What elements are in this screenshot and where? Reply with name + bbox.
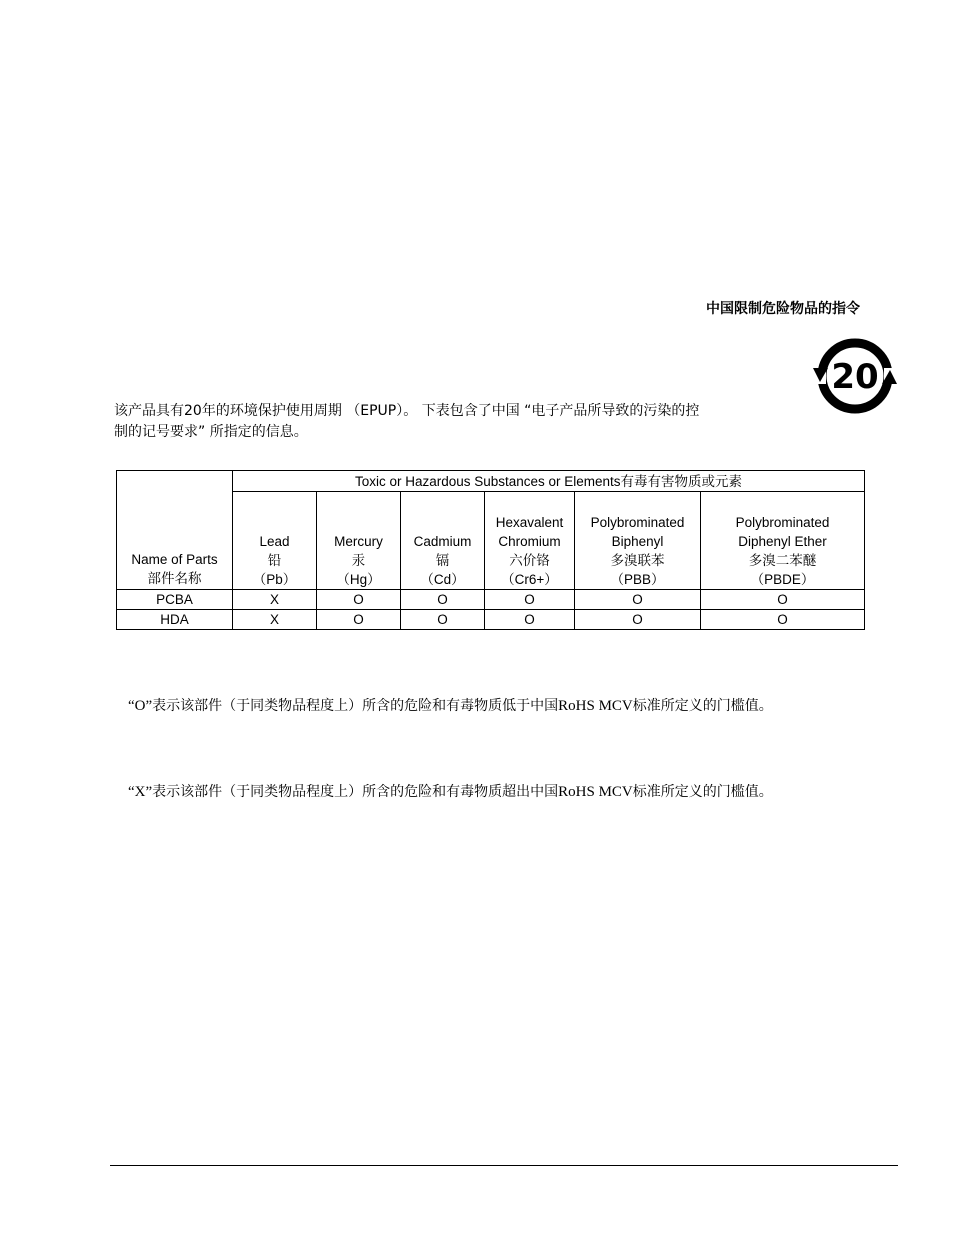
col-header-chromium [485,492,575,590]
note-standard: RoHS MCV [558,784,633,800]
page-heading: 中国限制危险物品的指令 [706,301,860,317]
col-header-line: （PBB） [610,572,665,587]
parts-header [117,471,233,590]
col-header-mercury [317,492,401,590]
col-header-line: 多溴二苯醚 [748,553,817,568]
table-cell: O [485,590,575,610]
col-header-line: Polybrominated [735,515,830,530]
table-cell: O [485,610,575,630]
note-mark: “O” [128,698,153,714]
col-header-line: 六价铬 [509,553,550,568]
col-header-line: Diphenyl Ether [738,534,827,549]
note-text-end: 标准所定义的门槛值。 [632,784,773,800]
table-cell: O [401,610,485,630]
note-mark: “X” [128,784,153,800]
col-header-line: （Cd） [420,572,465,587]
table-cell: O [575,590,701,610]
footer-rule [110,1165,898,1166]
intro-paragraph [114,401,794,443]
parts-header-zh: 部件名称 [147,571,202,586]
epup-20-recycle-icon [812,338,898,414]
table-cell: O [701,590,865,610]
group-header: Toxic or Hazardous Substances or Elements有毒有害物质或元素 [233,471,865,492]
table-cell: O [701,610,865,630]
col-header-line: （PBDE） [750,572,815,587]
parts-header-en: Name of Parts [131,552,218,567]
intro-line-1: 该产品具有20年的环境保护使用周期 （EPUP）。 下表包含了中国 “电子产品所导致的污染的控 [114,403,700,419]
note-standard: RoHS MCV [558,698,633,714]
note-o [128,695,773,715]
col-header-line: （Cr6+） [501,572,558,587]
col-header-lead [233,492,317,590]
table-row [117,590,865,610]
col-header-line: 汞 [351,553,366,568]
col-header-line: Hexavalent [495,515,564,530]
table-cell: O [317,610,401,630]
col-header-line: （Pb） [252,572,297,587]
col-header-pbde [701,492,865,590]
col-header-line: 铅 [267,553,282,568]
note-x [128,781,773,801]
col-header-line: （Hg） [336,572,381,587]
note-text: 表示该部件（于同类物品程度上）所含的危险和有毒物质超出中国 [152,784,559,800]
col-header-line: Biphenyl [611,534,664,549]
table-cell: X [233,590,317,610]
col-header-line: Mercury [334,534,383,549]
col-header-line: Polybrominated [590,515,685,530]
col-header-line: Lead [259,534,290,549]
part-name: PCBA [117,590,233,610]
table-cell: X [233,610,317,630]
intro-line-2: 制的记号要求” 所指定的信息。 [114,424,308,440]
col-header-line: 多溴联苯 [610,553,665,568]
table-cell: O [575,610,701,630]
col-header-line: 镉 [435,553,450,568]
col-header-line: Cadmium [413,534,472,549]
note-text: 表示该部件（于同类物品程度上）所含的危险和有毒物质低于中国 [152,698,559,714]
col-header-pbb [575,492,701,590]
part-name: HDA [117,610,233,630]
col-header-cadmium [401,492,485,590]
table-row [117,610,865,630]
table-cell: O [317,590,401,610]
logo-label: 20 [831,357,879,397]
table-cell: O [401,590,485,610]
col-header-line: Chromium [498,534,561,549]
substances-table [116,470,865,630]
note-text-end: 标准所定义的门槛值。 [632,698,773,714]
